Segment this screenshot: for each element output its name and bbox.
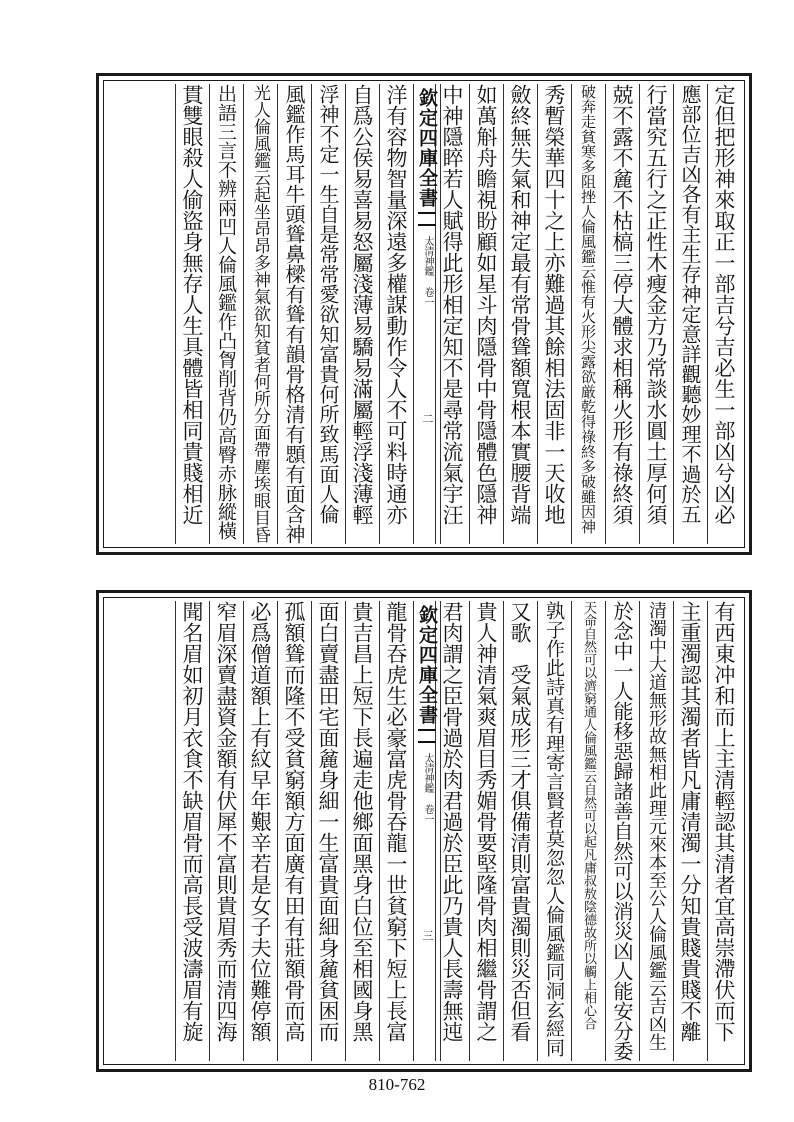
text-column: 出語三言不辨兩凹人倫風鑑作凸胷削背仍高臀赤脉縱橫: [209, 84, 243, 544]
text-column: 如萬斛舟瞻視盼顧如星斗肉隱骨中骨隱體色隱神: [469, 84, 503, 544]
top-left-text: [107, 84, 413, 544]
top-center-gutter: [413, 84, 441, 544]
text-column: 又歌 受氣成形三才俱備清則富貴濁則災否但看: [503, 601, 537, 1061]
bottom-leaf-number: 三: [421, 930, 434, 941]
text-column: 秀暫榮華四十之上亦難過其餘相法固非一天收地: [537, 84, 571, 544]
text-column: 主重濁認其濁者皆凡庸清濁一分知貴賤貴賤不離: [673, 601, 707, 1061]
text-column: 破奔走貧寒多阻挫人倫風鑑云惟有火形尖露欲厳乾得祿終多破雖因神: [571, 84, 605, 544]
text-column: 貴人神清氣爽眉目秀媚骨要堅隆骨肉相繼骨謂之: [469, 601, 503, 1061]
top-right-text: [435, 84, 741, 544]
top-header-subtitle: 太清神鑑 卷一: [422, 236, 433, 307]
page-bottom: [96, 590, 752, 1072]
text-column: 貫雙眼殺人偷盜身無存人生具體皆相同貴賤相近: [175, 84, 209, 544]
text-column: 龍骨吞虎生必豪富虎骨吞龍一世貧窮下短上長富: [379, 601, 413, 1061]
bottom-left-text: [107, 601, 413, 1061]
bottom-right-text: [435, 601, 741, 1061]
top-header-title: 欽定四庫全書: [416, 88, 438, 208]
text-column: 自爲公侯易喜易怒屬淺薄易驕易滿屬輕浮淺薄輕: [345, 84, 379, 544]
page-top: [96, 73, 752, 555]
text-column: 中神隱睟若人賦得此形相定知不是尋常流氣宇汪: [435, 84, 469, 544]
text-column: 風鑑作馬耳牛頭聳鼻樑有聳有韻骨格清有顋有面含神: [277, 84, 311, 544]
page-code: 810-762: [368, 1075, 426, 1094]
text-column: 定但把形神來取正一部吉兮吉必生一部凶兮凶必: [707, 84, 741, 544]
text-column: 光人倫風鑑云起坐昂昂多神氣欲知貧者何所分面帶塵埃眼目昏: [243, 84, 277, 544]
text-column: 窄眉深賣盡資金額有伏犀不富則貴眉秀而清四海: [209, 601, 243, 1061]
text-column: 君肉謂之臣骨過於肉君過於臣此乃貴人長壽無迍: [435, 601, 469, 1061]
text-column: 清濁中大道無形故無相此理元來本至公人倫風鑑云吉凶生: [639, 601, 673, 1061]
text-column: 洋有容物智量深遠多權謀動作令人不可料時通亦: [379, 84, 413, 544]
text-column: 孰子作此詩真有理寄言賢者莫忽忽人倫風鑑同洞玄經同: [537, 601, 571, 1061]
text-column: 有西東冲和而上主清輕認其清者宜高崇滯伏而下: [707, 601, 741, 1061]
text-column: 孤額聳而隆不受貧窮額方面廣有田有莊額骨而高: [277, 601, 311, 1061]
text-column: 兢不露不麄不枯槁三停大體求相稱火形有祿終須: [605, 84, 639, 544]
bottom-header-subtitle: 太清神鑑 卷一: [422, 753, 433, 824]
text-column: 聞名眉如初月衣食不缺眉骨而高長受波濤眉有旋: [175, 601, 209, 1061]
bottom-center-gutter: [413, 601, 441, 1061]
text-column: 斂終無失氣和神定最有常骨聳額寬根本實腰背端: [503, 84, 537, 544]
bottom-header-title: 欽定四庫全書: [416, 605, 438, 725]
top-leaf-number: 二: [421, 413, 434, 424]
text-column: 於念中一人能移惡歸諸善自然可以消災凶人能安分委: [605, 601, 639, 1061]
fish-tail-mark-icon: [418, 212, 436, 226]
text-column: 行當究五行之正性木瘦金方乃常談水圓土厚何須: [639, 84, 673, 544]
text-column: 應部位吉凶各有主生存神定意詳觀聽妙理不過於五: [673, 84, 707, 544]
fish-tail-mark-icon: [418, 729, 436, 743]
text-column: 天命自然可以濟窮通人倫風鑑云自然可以起凡庸叔敖陰德故所以觸上相心合: [571, 601, 605, 1061]
text-column: 浮神不定一生自是常常愛欲知富貴何所致馬面人倫: [311, 84, 345, 544]
text-column: 面白賣盡田宅面麄身細一生富貴面細身麄貧困而: [311, 601, 345, 1061]
text-column: 必爲僧道額上有紋早年艱辛若是女子夫位難停額: [243, 601, 277, 1061]
text-column: 貴吉昌上短下長遍走他鄉面黑身白位至相國身黑: [345, 601, 379, 1061]
